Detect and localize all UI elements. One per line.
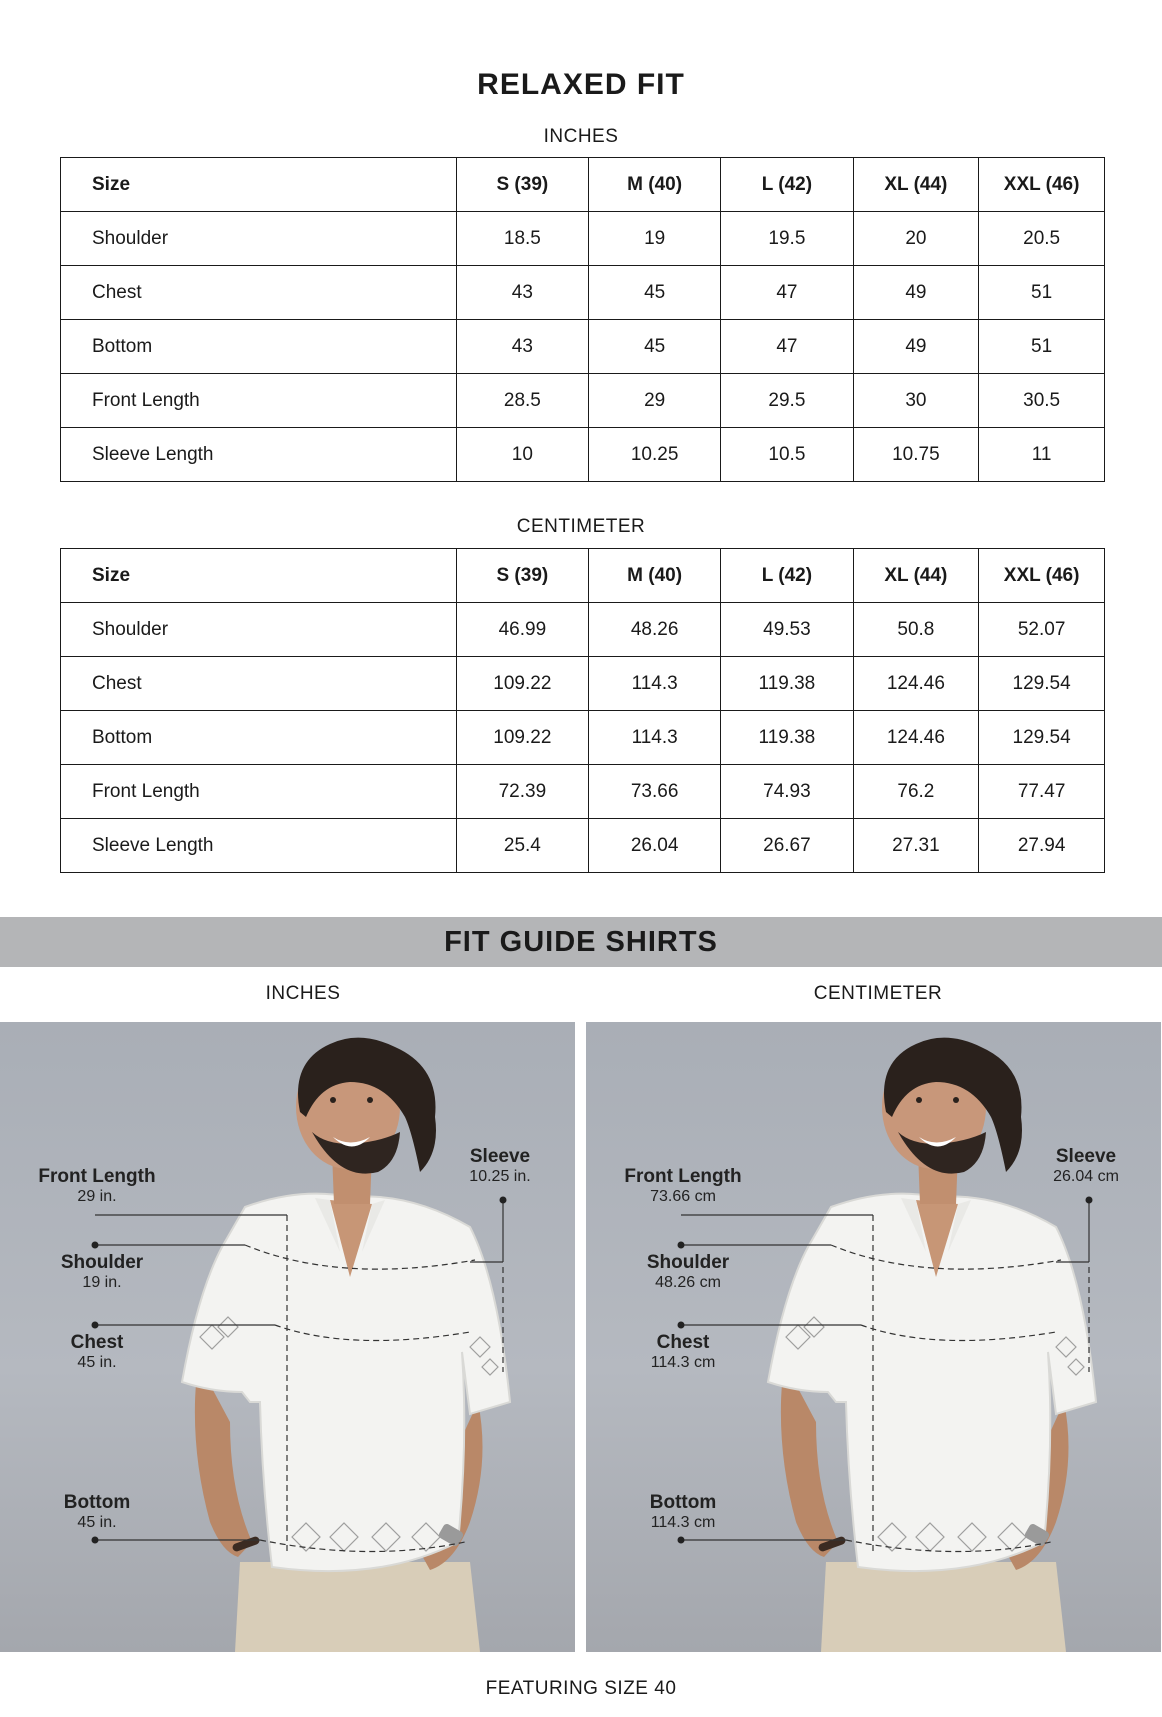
front-length-annotation xyxy=(618,1166,748,1206)
fit-guide-title: FIT GUIDE SHIRTS xyxy=(444,926,718,958)
size-header-cell: M (40) xyxy=(589,158,721,212)
bottom-annotation xyxy=(52,1492,142,1532)
measurement-value-cell: 124.46 xyxy=(853,711,979,765)
measurement-value-cell: 43 xyxy=(456,266,588,320)
front-length-annotation xyxy=(32,1166,162,1206)
size-header-cell: S (39) xyxy=(456,158,588,212)
size-header-cell: XL (44) xyxy=(853,549,979,603)
annotation-value: 45 in. xyxy=(77,1354,117,1371)
table-row xyxy=(61,212,1105,266)
measurement-value-cell: 119.38 xyxy=(721,711,853,765)
measurement-value-cell: 48.26 xyxy=(589,603,721,657)
fit-guide-centimeter-label: CENTIMETER xyxy=(813,983,943,1004)
table-row xyxy=(61,819,1105,873)
measurement-name-cell: Chest xyxy=(61,266,457,320)
annotation-label: Bottom xyxy=(649,1492,717,1513)
measurement-value-cell: 109.22 xyxy=(456,711,588,765)
annotation-label: Front Length xyxy=(624,1166,742,1187)
size-header-cell: XL (44) xyxy=(853,158,979,212)
annotation-label: Bottom xyxy=(63,1492,131,1513)
measurement-value-cell: 52.07 xyxy=(979,603,1105,657)
measurement-value-cell: 76.2 xyxy=(853,765,979,819)
annotation-value: 114.3 cm xyxy=(650,1354,716,1371)
size-column-header: Size xyxy=(61,158,457,212)
measurement-value-cell: 10.5 xyxy=(721,428,853,482)
bottom-annotation xyxy=(638,1492,728,1532)
measurement-value-cell: 109.22 xyxy=(456,657,588,711)
measurement-name-cell: Shoulder xyxy=(61,212,457,266)
measurement-value-cell: 47 xyxy=(721,320,853,374)
annotation-label: Chest xyxy=(70,1332,124,1353)
measurement-value-cell: 19.5 xyxy=(721,212,853,266)
measurement-name-cell: Chest xyxy=(61,657,457,711)
measurement-value-cell: 72.39 xyxy=(456,765,588,819)
measurement-value-cell: 49 xyxy=(853,320,979,374)
sleeve-annotation xyxy=(455,1146,545,1186)
annotation-value: 45 in. xyxy=(77,1514,117,1531)
measurement-value-cell: 77.47 xyxy=(979,765,1105,819)
measurement-name-cell: Sleeve Length xyxy=(61,819,457,873)
size-header-cell: L (42) xyxy=(721,549,853,603)
measurement-value-cell: 119.38 xyxy=(721,657,853,711)
sleeve-annotation xyxy=(1041,1146,1131,1186)
size-header-cell: XXL (46) xyxy=(979,549,1105,603)
centimeter-size-table xyxy=(60,548,1105,873)
inches-size-table xyxy=(60,157,1105,482)
measurement-value-cell: 124.46 xyxy=(853,657,979,711)
measurement-name-cell: Shoulder xyxy=(61,603,457,657)
size-column-header: Size xyxy=(61,549,457,603)
measurement-value-cell: 50.8 xyxy=(853,603,979,657)
chest-annotation xyxy=(52,1332,142,1372)
chest-annotation xyxy=(638,1332,728,1372)
measurement-value-cell: 46.99 xyxy=(456,603,588,657)
annotation-label: Shoulder xyxy=(60,1252,144,1273)
measurement-value-cell: 26.04 xyxy=(589,819,721,873)
measurement-value-cell: 29.5 xyxy=(721,374,853,428)
annotation-value: 19 in. xyxy=(82,1274,122,1291)
fit-guide-inches-panel xyxy=(0,1022,575,1652)
measurement-value-cell: 10.25 xyxy=(589,428,721,482)
measurement-name-cell: Bottom xyxy=(61,711,457,765)
table-row xyxy=(61,374,1105,428)
fit-guide-banner xyxy=(0,917,1162,967)
annotation-value: 10.25 in. xyxy=(469,1168,531,1185)
measurement-value-cell: 47 xyxy=(721,266,853,320)
table-row xyxy=(61,711,1105,765)
table-row xyxy=(61,603,1105,657)
measurement-value-cell: 49 xyxy=(853,266,979,320)
centimeter-table-label: CENTIMETER xyxy=(516,516,646,537)
measurement-value-cell: 45 xyxy=(589,266,721,320)
measurement-value-cell: 45 xyxy=(589,320,721,374)
measurement-value-cell: 114.3 xyxy=(589,711,721,765)
page-title: RELAXED FIT xyxy=(477,68,685,101)
measurement-value-cell: 51 xyxy=(979,266,1105,320)
measurement-value-cell: 10 xyxy=(456,428,588,482)
measurement-value-cell: 27.31 xyxy=(853,819,979,873)
table-row xyxy=(61,320,1105,374)
featuring-size-note: FEATURING SIZE 40 xyxy=(485,1678,677,1699)
fit-guide-centimeter-panel xyxy=(586,1022,1161,1652)
trousers-shape xyxy=(821,1562,1066,1652)
measurement-value-cell: 27.94 xyxy=(979,819,1105,873)
measurement-value-cell: 29 xyxy=(589,374,721,428)
measurement-value-cell: 26.67 xyxy=(721,819,853,873)
size-header-cell: XXL (46) xyxy=(979,158,1105,212)
measurement-value-cell: 10.75 xyxy=(853,428,979,482)
table-row xyxy=(61,765,1105,819)
shoulder-annotation xyxy=(42,1252,162,1292)
neck-head-shape xyxy=(882,1038,1022,1204)
annotation-label: Sleeve xyxy=(1055,1146,1117,1167)
measurement-name-cell: Front Length xyxy=(61,374,457,428)
annotation-value: 73.66 cm xyxy=(650,1188,716,1205)
annotation-label: Front Length xyxy=(38,1166,156,1187)
annotation-label: Shoulder xyxy=(646,1252,730,1273)
annotation-value: 48.26 cm xyxy=(655,1274,721,1291)
annotation-label: Sleeve xyxy=(469,1146,531,1167)
shoulder-annotation xyxy=(628,1252,748,1292)
annotation-value: 114.3 cm xyxy=(650,1514,716,1531)
measurement-value-cell: 18.5 xyxy=(456,212,588,266)
measurement-name-cell: Sleeve Length xyxy=(61,428,457,482)
measurement-name-cell: Bottom xyxy=(61,320,457,374)
size-header-cell: L (42) xyxy=(721,158,853,212)
measurement-value-cell: 43 xyxy=(456,320,588,374)
trousers-shape xyxy=(235,1562,480,1652)
size-header-cell: M (40) xyxy=(589,549,721,603)
table-header-row xyxy=(61,549,1105,603)
measurement-value-cell: 73.66 xyxy=(589,765,721,819)
measurement-value-cell: 28.5 xyxy=(456,374,588,428)
measurement-value-cell: 11 xyxy=(979,428,1105,482)
measurement-value-cell: 25.4 xyxy=(456,819,588,873)
annotation-label: Chest xyxy=(656,1332,710,1353)
measurement-value-cell: 30 xyxy=(853,374,979,428)
neck-head-shape xyxy=(296,1038,436,1204)
measurement-value-cell: 30.5 xyxy=(979,374,1105,428)
table-header-row xyxy=(61,158,1105,212)
measurement-value-cell: 19 xyxy=(589,212,721,266)
size-header-cell: S (39) xyxy=(456,549,588,603)
annotation-value: 26.04 cm xyxy=(1053,1168,1119,1185)
measurement-value-cell: 20.5 xyxy=(979,212,1105,266)
table-row xyxy=(61,657,1105,711)
fit-guide-inches-label: INCHES xyxy=(265,983,341,1004)
annotation-value: 29 in. xyxy=(77,1188,117,1205)
measurement-value-cell: 20 xyxy=(853,212,979,266)
inches-table-label: INCHES xyxy=(543,126,619,147)
measurement-value-cell: 49.53 xyxy=(721,603,853,657)
measurement-value-cell: 114.3 xyxy=(589,657,721,711)
measurement-value-cell: 129.54 xyxy=(979,711,1105,765)
table-row xyxy=(61,266,1105,320)
table-row xyxy=(61,428,1105,482)
measurement-value-cell: 74.93 xyxy=(721,765,853,819)
measurement-value-cell: 129.54 xyxy=(979,657,1105,711)
measurement-value-cell: 51 xyxy=(979,320,1105,374)
measurement-name-cell: Front Length xyxy=(61,765,457,819)
